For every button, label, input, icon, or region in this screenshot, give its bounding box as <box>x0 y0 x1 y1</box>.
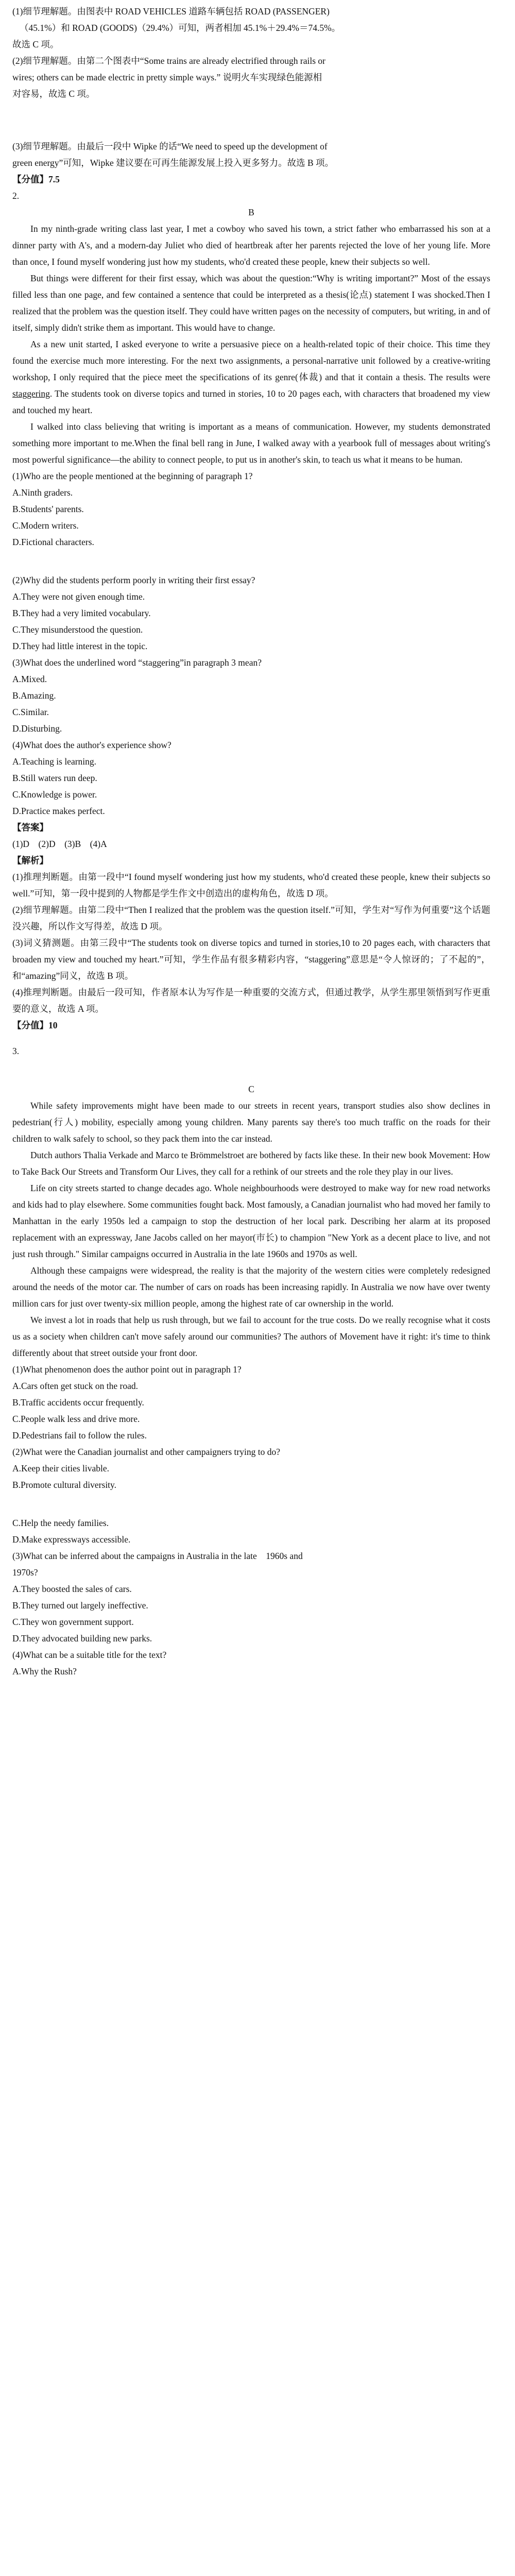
option-b3-d: D.Disturbing. <box>12 723 62 734</box>
explanation-a1-line1: (1)细节理解题。由图表中 ROAD VEHICLES 道路车辆包括 ROAD (PASSENGER) <box>12 6 330 16</box>
explanation-a2-line2: wires; others can be made electric in pretty simple ways.” 说明火车实现绿色能源相 <box>12 72 322 82</box>
option-c1-d: D.Pedestrians fail to follow the rules. <box>12 1430 147 1440</box>
question-c1: (1)What phenomenon does the author point out in paragraph 1? <box>12 1364 242 1375</box>
score-b: 【分值】10 <box>12 1020 58 1030</box>
option-c2-d: D.Make expressways accessible. <box>12 1534 131 1545</box>
option-b4-a: A.Teaching is learning. <box>12 756 97 767</box>
explanation-b3: (3)词义猜测题。由第三段中“The students took on diverse topics and turned in stories,10 to 20 pages each, with characters that broaden my view and touched my heart.”可知，学生作品有很多精彩内容，“staggering”意思是“令人惊讶的；了不起的”，和“amazing”同义，故选 B 项。 <box>12 938 490 981</box>
question-number-3: 3. <box>12 1046 20 1056</box>
question-b3: (3)What does the underlined word “staggering”in paragraph 3 mean? <box>12 657 262 668</box>
option-b1-d: D.Fictional characters. <box>12 537 94 547</box>
option-b3-b: B.Amazing. <box>12 690 56 701</box>
option-c1-a: A.Cars often get stuck on the road. <box>12 1381 138 1391</box>
score-a: 【分值】7.5 <box>12 174 60 184</box>
question-c2: (2)What were the Canadian journalist and other campaigners trying to do? <box>12 1447 280 1457</box>
question-b4: (4)What does the author's experience show? <box>12 740 171 750</box>
explanation-a1-line3: 故选 C 项。 <box>12 39 59 49</box>
option-c3-c: C.They won government support. <box>12 1617 134 1627</box>
passage-c-paragraph-2: Dutch authors Thalia Verkade and Marco te Brömmelstroet are bothered by facts like these. In their new book Movement: How to Take Back Our Streets and Transform Our Lives, they call for a rethink of our streets and the role they play in our lives. <box>12 1150 490 1177</box>
passage-b-paragraph-2: But things were different for their first essay, which was about the question:“Why is writing important?” Most of the essays filled less than one page, and few contained a sentence that could be interpreted as a thesis(论点) statement I was shocked.Then I realized that the problem was the question itself. They could have written pages on the necessity of computers, but writing, in and of itself, simply didn't strike them as important. This would have to change. <box>12 273 490 333</box>
explanation-a2-line3: 对容易，故选 C 项。 <box>12 89 95 99</box>
option-b2-a: A.They were not given enough time. <box>12 591 145 602</box>
option-b2-d: D.They had little interest in the topic. <box>12 641 148 651</box>
option-b3-a: A.Mixed. <box>12 674 47 684</box>
option-b4-c: C.Knowledge is power. <box>12 789 97 800</box>
passage-b-paragraph-3 <box>12 336 490 418</box>
passage-b-paragraph-1: In my ninth-grade writing class last year, I met a cowboy who saved his town, a strict father who embarrassed his son at a dinner party with A's, and a modern-day Juliet who died of heartbreak after her parents rejected the love of her young life. More than once, I found myself wondering just how my students, who'd created these people, knew their subjects so well. <box>12 224 490 267</box>
explanation-a3-line1: (3)细节理解题。由最后一段中 Wipke 的话“We need to speed up the development of <box>12 141 328 151</box>
option-c1-b: B.Traffic accidents occur frequently. <box>12 1397 144 1408</box>
passage-c-paragraph-1: While safety improvements might have been made to our streets in recent years, transport studies also show declines in pedestrian(行人) mobility, especially among young children. Many parents say there's too much traffic on the roads for their children to walk safely to school, so they pack them into the car instead. <box>12 1100 490 1144</box>
option-b1-c: C.Modern writers. <box>12 520 79 531</box>
question-c3-line1: (3)What can be inferred about the campaigns in Australia in the late 1960s and <box>12 1551 303 1561</box>
answer-text-b: (1)D (2)D (3)B (4)A <box>12 839 107 849</box>
explanation-a1-line2: （45.1%）和 ROAD (GOODS)（29.4%）可知，两者相加 45.1%＋29.4%＝74.5%。 <box>20 23 341 33</box>
passage-c-heading: C <box>248 1084 254 1094</box>
option-c1-c: C.People walk less and drive more. <box>12 1414 140 1424</box>
question-c3-line2: 1970s? <box>12 1567 38 1578</box>
explanation-a3-line2: green energy”可知，Wipke 建议要在可再生能源发展上投入更多努力。故选 B 项。 <box>12 158 334 168</box>
question-b1: (1)Who are the people mentioned at the beginning of paragraph 1? <box>12 471 253 481</box>
explanation-b2: (2)细节理解题。由第二段中“Then I realized that the problem was the question itself.”可知，学生对“写作为何重要”这个话题没兴趣，所以作文写得差，故选 D 项。 <box>12 905 490 931</box>
option-c4-a: A.Why the Rush? <box>12 1666 77 1676</box>
answer-label-b: 【答案】 <box>12 822 48 833</box>
passage-c-paragraph-4: Although these campaigns were widespread, the reality is that the majority of the western cities were completely redesigned around the needs of the motor car. The number of cars on roads has been increasing rapidly. In Australia we now have over twenty million cars for just over twenty-six million people, among the highest rate of car ownership in the world. <box>12 1265 490 1309</box>
option-c3-d: D.They advocated building new parks. <box>12 1633 152 1643</box>
explanation-label-b: 【解析】 <box>12 855 48 866</box>
explanation-b4: (4)推理判断题。由最后一段可知，作者原本认为写作是一种重要的交流方式，但通过教学，从学生那里领悟到写作更重要的意义，故选 A 项。 <box>12 987 490 1014</box>
explanation-b1: (1)推理判断题。由第一段中“I found myself wondering just how my students, who'd created these people, knew their subjects so well.”可知，第一段中提到的人物都是学生作文中创造出的虚构角色，故选 D 项。 <box>12 872 490 899</box>
paragraph-3-text-after: . The students took on diverse topics and turned in stories, 10 to 20 pages each, with characters that broadened my view and touched my heart. <box>12 388 490 415</box>
passage-b-heading: B <box>248 207 254 217</box>
option-b1-b: B.Students' parents. <box>12 504 84 514</box>
explanation-a2-line1: (2)细节理解题。由第二个图表中“Some trains are already electrified through rails or <box>12 56 325 66</box>
option-b3-c: C.Similar. <box>12 707 49 717</box>
question-c4: (4)What can be a suitable title for the text? <box>12 1650 167 1660</box>
underlined-word-staggering: staggering <box>12 388 50 399</box>
question-number-2: 2. <box>12 191 20 201</box>
paragraph-3-text-before: As a new unit started, I asked everyone to write a persuasive piece on a health-related topic of their choice. This time they found the exercise much more interesting. For the next two assignments, a personal-narrative unit followed by a creative-writing workshop, I only required that the piece meet the specifications of its genre(体裁) and that it contain a thesis. The results were <box>12 339 490 382</box>
passage-c-paragraph-3: Life on city streets started to change decades ago. Whole neighbourhoods were destroyed to make way for new road networks and kids had to play elsewhere. Some communities fought back. Most famously, a Canadian journalist who had moved her family to Manhattan in the early 1950s led a campaign to stop the destruction of her local park. Describing her alarm at its proposed replacement with an expressway, Jane Jacobs called on her mayor(市长) to champion "New York as a decent place to live, and not just rush through." Similar campaigns occurred in Australia in the late 1960s and 1970s as well. <box>12 1183 490 1259</box>
option-c2-c: C.Help the needy families. <box>12 1518 109 1528</box>
option-b4-d: D.Practice makes perfect. <box>12 806 105 816</box>
option-b2-b: B.They had a very limited vocabulary. <box>12 608 151 618</box>
question-b2: (2)Why did the students perform poorly in writing their first essay? <box>12 575 255 585</box>
option-c2-b: B.Promote cultural diversity. <box>12 1480 117 1490</box>
option-c3-b: B.They turned out largely ineffective. <box>12 1600 148 1611</box>
option-b4-b: B.Still waters run deep. <box>12 773 97 783</box>
passage-c-paragraph-5: We invest a lot in roads that help us rush through, but we fail to account for the true costs. Do we really recognise what it costs us as a society when children can't move safely around our communities? The authors of Movement have it right: it's time to think differently about that street outside your front door. <box>12 1315 490 1358</box>
option-b1-a: A.Ninth graders. <box>12 487 73 498</box>
option-c3-a: A.They boosted the sales of cars. <box>12 1584 132 1594</box>
option-b2-c: C.They misunderstood the question. <box>12 624 143 635</box>
passage-b-paragraph-4: I walked into class believing that writing is important as a means of communication. However, my students demonstrated something more important to me.When the final bell rang in June, I walked away with a yearbook full of messages about writing's most powerful significance—the ability to connect people, to put us in another's skin, to teach us what it means to be human. <box>12 421 490 465</box>
option-c2-a: A.Keep their cities livable. <box>12 1463 110 1473</box>
